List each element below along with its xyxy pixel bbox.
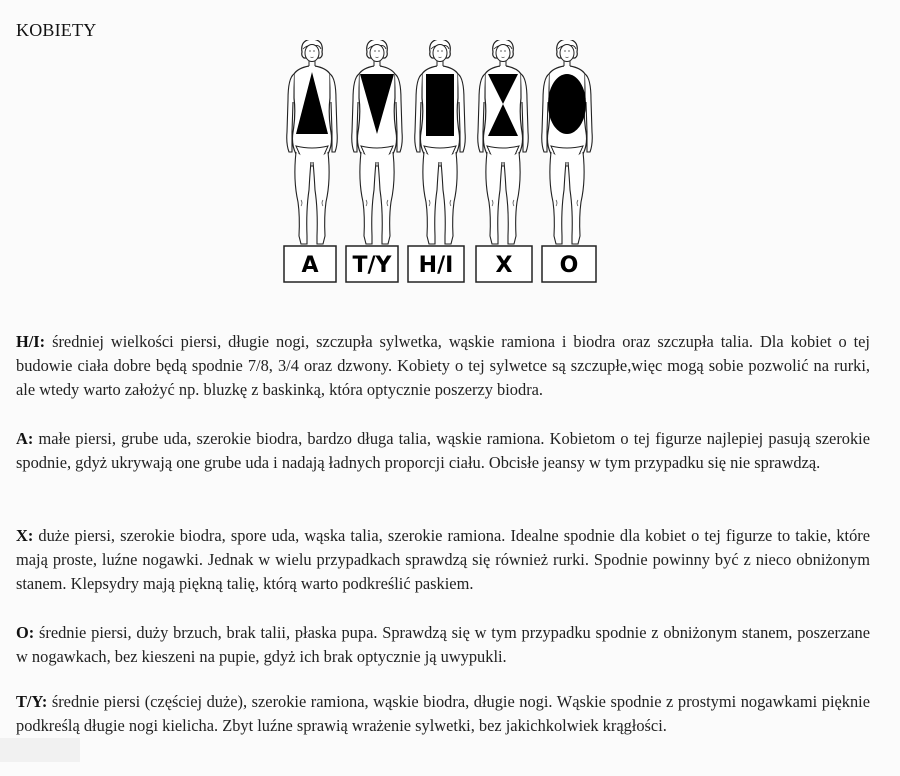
paragraph-label: A: [16,429,34,448]
paragraph-label: O: [16,623,35,642]
paragraph-label: H/I: [16,332,46,351]
paragraph-hi [16,330,870,403]
label-a: A [301,253,319,278]
paragraph-text: średniej wielkości piersi, długie nogi, szczupła sylwetka, wąskie ramiona i biodra oraz szczupła talia. Dla kobiet o tej budowie ciała dobre będą spodnie 7/8, 3/4 oraz dzwony. Kobiety o tej sylwetce są szczupłe,więc mogą sobie pozwolić na rurki, ale wtedy warto założyć np. bluzkę z baskinką, która optycznie poszerzy biodra. [16,332,870,400]
figure-a-woman [287,40,338,244]
section-heading: KOBIETY [16,20,97,40]
paragraph-label: T/Y: [16,692,48,711]
figure-hi-woman [415,40,466,244]
corner-shade [0,738,80,762]
label-ty: T/Y [352,253,392,278]
paragraph-x [16,524,870,597]
paragraph-text: małe piersi, grube uda, szerokie biodra, bardzo długa talia, wąskie ramiona. Kobietom o tej figurze najlepiej pasują szerokie spodnie, gdyż ukrywają one grube uda i nadają ładnych proporcji ciału. Obcisłe jeansy w tym przypadku się nie sprawdzą. [16,429,870,473]
label-x: X [495,253,513,278]
body-shapes-illustration [280,40,600,288]
figure-x-woman [478,40,529,244]
paragraph-text: średnie piersi, duży brzuch, brak talii, płaska pupa. Sprawdzą się w tym przypadku spodnie z obniżonym stanem, poszerzane w nogawkach, bez kieszeni na pupie, gdyż ich brak optycznie ją uwypukli. [16,623,870,667]
label-hi: H/I [418,253,454,278]
paragraph-text: średnie piersi (częściej duże), szerokie ramiona, wąskie biodra, długie nogi. Wąskie spodnie z prostymi nogawkami pięknie podkreślą długie nogi kielicha. Zbyt luźne sprawią wrażenie sylwetki, bez jakichkolwiek krągłości. [16,692,870,736]
paragraph-label: X: [16,526,34,545]
figure-ty-woman [352,40,403,244]
paragraph-a [16,427,870,475]
paragraph-o [16,621,870,669]
paragraph-text: duże piersi, szerokie biodra, spore uda, wąska talia, szerokie ramiona. Idealne spodnie dla kobiet o tej figurze to takie, które mają proste, luźne nogawki. Jednak w wielu przypadkach sprawdzą się również rurki. Spodnie powinny być z nieco obniżonym stanem. Klepsydry mają piękną talię, którą warto podkreślić paskiem. [16,526,870,594]
label-o: O [559,253,579,278]
paragraph-ty [16,690,870,738]
figure-o-woman [542,40,593,244]
